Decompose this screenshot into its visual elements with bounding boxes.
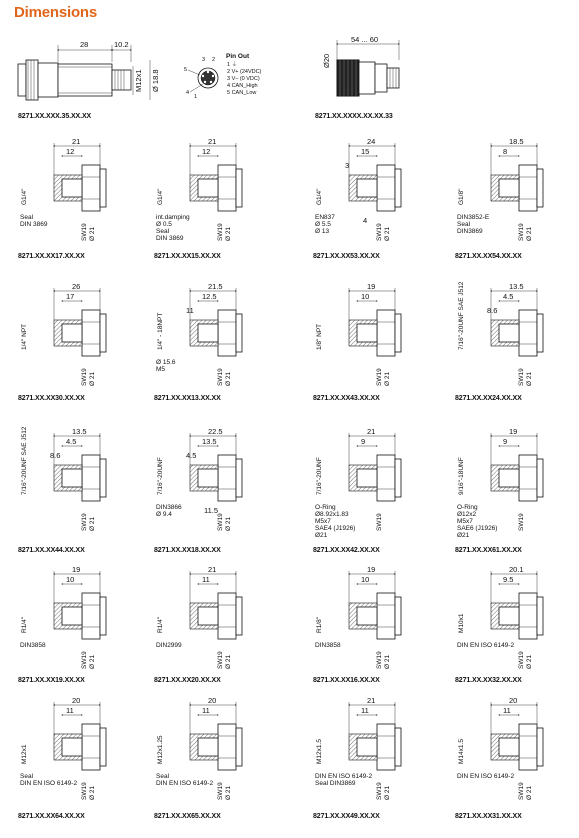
- wrench-size-label: SW19: [518, 513, 525, 531]
- overall-length-dim: 21: [367, 427, 376, 436]
- note-label: O-Ring: [457, 504, 478, 511]
- main-dim-10-2: 10.2: [114, 40, 129, 49]
- variant-code: 8271.XX.XX42.XX.XX: [313, 547, 380, 554]
- note-label: DIN EN ISO 6149-2: [156, 780, 214, 787]
- thread-length-dim: 15: [361, 147, 370, 156]
- variant-code: 8271.XX.XX13.XX.XX: [154, 395, 221, 402]
- thread-label: 7/16"-20UNF: [316, 457, 323, 495]
- overall-length-dim: 13.5: [509, 282, 524, 291]
- wrench-size-label: Ø 21: [89, 371, 96, 386]
- wrench-size-label: Ø 21: [225, 654, 232, 669]
- variant-drawing: [313, 427, 401, 554]
- variant-drawing: [18, 426, 106, 554]
- note-label: DIN 3869: [20, 221, 48, 228]
- variant-drawing: [154, 565, 242, 684]
- thread-length-dim: 11: [66, 706, 74, 715]
- thread-label: 7/16"-20UNF SAE J512: [21, 426, 28, 495]
- note-label: Ø 13: [315, 228, 330, 235]
- wrench-size-label: Ø 21: [384, 785, 391, 800]
- wrench-size-label: SW19: [217, 513, 224, 531]
- note-label: Ø21: [457, 532, 470, 539]
- thread-label: 7/16"-20UNF: [157, 457, 164, 495]
- note-label: Seal: [20, 214, 34, 221]
- note-label: M5: [156, 366, 166, 373]
- pinout-pin-2: 2 V+ (24VDC): [227, 69, 262, 75]
- overall-length-dim: 22.5: [208, 427, 223, 436]
- thread-length-dim: 12.5: [202, 292, 217, 301]
- wrench-size-label: SW19: [217, 223, 224, 241]
- wrench-size-label: SW19: [217, 782, 224, 800]
- variant-code: 8271.XX.XX17.XX.XX: [18, 253, 85, 260]
- thread-label: 1/4" - 18NPT: [157, 312, 164, 350]
- variant-code: 8271.XX.XX54.XX.XX: [455, 253, 522, 260]
- note-label: Seal: [156, 228, 170, 235]
- variant-drawing: [313, 282, 401, 402]
- note-label: DIN EN ISO 6149-2: [457, 642, 515, 649]
- overall-length-dim: 26: [72, 282, 81, 291]
- overall-length-dim: 19: [72, 565, 81, 574]
- thread-label: M12x1.5: [316, 739, 323, 764]
- overall-length-dim: 21: [208, 565, 217, 574]
- main-dia-m12: M12x1: [134, 69, 143, 92]
- wrench-size-label: Ø 21: [384, 226, 391, 241]
- variant-drawing: [18, 565, 106, 684]
- wrench-size-label: SW19: [217, 651, 224, 669]
- main-dim-28: 28: [80, 40, 89, 49]
- extra-dim: 4: [363, 216, 368, 225]
- thread-label: G1/8": [458, 188, 465, 205]
- thread-label: M14x1.5: [458, 739, 465, 764]
- wrench-size-label: SW19: [217, 368, 224, 386]
- cable-dim-dia: Ø20: [322, 53, 331, 68]
- variant-code: 8271.XX.XX43.XX.XX: [313, 395, 380, 402]
- note-label: Seal: [457, 221, 471, 228]
- thread-length-dim: 17: [66, 292, 75, 301]
- pin-number-2: 2: [212, 57, 216, 63]
- thread-length-dim: 9: [503, 437, 508, 446]
- variant-code: 8271.XX.XX65.XX.XX: [154, 813, 221, 820]
- note-label: DIN EN ISO 6149-2: [20, 780, 78, 787]
- note-label: SAE6 (J1926): [457, 525, 498, 532]
- thread-length-dim: 11: [361, 706, 369, 715]
- note-label: Ø 15.6: [156, 359, 176, 366]
- thread-length-dim: 8: [503, 147, 508, 156]
- wrench-size-label: Ø 21: [384, 371, 391, 386]
- pin-number-4: 4: [186, 90, 190, 96]
- note-label: Seal DIN3869: [315, 780, 356, 787]
- wrench-size-label: Ø 21: [225, 785, 232, 800]
- note-label: M5x7: [315, 518, 331, 525]
- note-label: Seal: [156, 773, 170, 780]
- thread-length-dim: 10: [66, 575, 75, 584]
- wrench-size-label: Ø 21: [526, 654, 533, 669]
- note-label: DIN EN ISO 6149-2: [315, 773, 373, 780]
- variant-code: 8271.XX.XX15.XX.XX: [154, 253, 221, 260]
- variant-code: 8271.XX.XX49.XX.XX: [313, 813, 380, 820]
- variant-code: 8271.XX.XX31.XX.XX: [455, 813, 522, 820]
- note-label: Ø 0.5: [156, 221, 172, 228]
- note-label: DIN3869: [457, 228, 483, 235]
- thread-length-dim: 11: [202, 575, 210, 584]
- variant-code: 8271.XX.XX32.XX.XX: [455, 677, 522, 684]
- note-label: Ø 5.5: [315, 221, 331, 228]
- cable-dim-len: 54 ... 60: [351, 35, 379, 44]
- wrench-size-label: SW19: [81, 223, 88, 241]
- thread-label: M10x1: [458, 613, 465, 633]
- wrench-size-label: SW19: [518, 368, 525, 386]
- thread-length-dim: 11: [503, 706, 511, 715]
- note-label: Ø8.92x1.83: [315, 511, 349, 518]
- note-label: EN837: [315, 214, 335, 221]
- wrench-size-label: Ø 21: [225, 226, 232, 241]
- note-label: Ø12x2: [457, 511, 477, 518]
- variant-drawing: [154, 427, 242, 554]
- wrench-size-label: SW19: [81, 782, 88, 800]
- note-label: DIN3852-E: [457, 214, 490, 221]
- wrench-size-label: Ø 21: [89, 785, 96, 800]
- overall-length-dim: 19: [367, 565, 376, 574]
- pin-number-1: 1: [194, 94, 198, 100]
- variant-code: 8271.XX.XX16.XX.XX: [313, 677, 380, 684]
- wrench-size-label: Ø 21: [526, 226, 533, 241]
- variant-code: 8271.XX.XX44.XX.XX: [18, 547, 85, 554]
- extra-dim: 8.6: [487, 306, 498, 315]
- variant-code: 8271.XX.XX64.XX.XX: [18, 813, 85, 820]
- extra-dim: 8.6: [50, 451, 61, 460]
- overall-length-dim: 20: [509, 696, 518, 705]
- thread-label: R1/4": [21, 616, 28, 633]
- thread-length-dim: 12: [202, 147, 211, 156]
- variant-drawing: [455, 427, 543, 554]
- main-dia-18-8: Ø 18.8: [151, 69, 160, 92]
- pin-number-5: 5: [184, 67, 188, 73]
- overall-length-dim: 21: [367, 696, 376, 705]
- note-label: DIN2999: [156, 642, 182, 649]
- variant-code: 8271.XX.XX24.XX.XX: [455, 395, 522, 402]
- variant-code: 8271.XX.XX19.XX.XX: [18, 677, 85, 684]
- variant-drawing: [154, 137, 242, 260]
- thread-label: 9/16"-18UNF: [458, 457, 465, 495]
- main-sensor-drawing: [18, 40, 160, 120]
- wrench-size-label: Ø 21: [384, 654, 391, 669]
- overall-length-dim: 21.5: [208, 282, 223, 291]
- overall-length-dim: 20: [208, 696, 217, 705]
- note-label: Seal: [20, 773, 34, 780]
- variant-drawing: [313, 696, 401, 820]
- overall-length-dim: 18.5: [509, 137, 524, 146]
- variant-drawing: [18, 282, 106, 402]
- wrench-size-label: SW19: [376, 651, 383, 669]
- thread-label: R1/4": [157, 616, 164, 633]
- wrench-size-label: Ø 21: [526, 785, 533, 800]
- variant-code: 8271.XX.XX30.XX.XX: [18, 395, 85, 402]
- wrench-size-label: SW19: [518, 782, 525, 800]
- thread-length-dim: 11: [202, 706, 210, 715]
- extra-dim: 3: [345, 161, 350, 170]
- cable-sensor-drawing: [315, 35, 399, 120]
- extra-dim: 11: [186, 306, 194, 315]
- overall-length-dim: 19: [367, 282, 376, 291]
- variant-drawing: [455, 565, 543, 684]
- wrench-size-label: Ø 21: [225, 371, 232, 386]
- wrench-size-label: Ø 21: [526, 371, 533, 386]
- note-label: DIN3866: [156, 504, 182, 511]
- thread-label: G1/4": [21, 188, 28, 205]
- extra-dim: 11.5: [204, 506, 219, 515]
- variant-code: 8271.XX.XX53.XX.XX: [313, 253, 380, 260]
- thread-label: M12x1.25: [157, 735, 164, 764]
- variant-drawing: [455, 281, 543, 402]
- overall-length-dim: 19: [509, 427, 518, 436]
- thread-length-dim: 13.5: [202, 437, 217, 446]
- wrench-size-label: SW19: [81, 651, 88, 669]
- thread-length-dim: 9.5: [503, 575, 514, 584]
- pinout-pin-3: 3 V– (0 VDC): [227, 76, 260, 82]
- variant-drawing: [154, 282, 242, 402]
- thread-label: G1/4": [316, 188, 323, 205]
- note-label: SAE4 (J1926): [315, 525, 356, 532]
- wrench-size-label: Ø 21: [89, 654, 96, 669]
- main-sensor-code: 8271.XX.XXX.35.XX.XX: [18, 113, 92, 120]
- overall-length-dim: 20: [72, 696, 81, 705]
- variant-code: 8271.XX.XX20.XX.XX: [154, 677, 221, 684]
- variant-drawing: [18, 696, 106, 820]
- thread-length-dim: 10: [361, 575, 370, 584]
- thread-length-dim: 4.5: [503, 292, 514, 301]
- overall-length-dim: 24: [367, 137, 376, 146]
- note-label: DIN EN ISO 6149-2: [457, 773, 515, 780]
- overall-length-dim: 20.1: [509, 565, 524, 574]
- note-label: Ø 9.4: [156, 511, 172, 518]
- note-label: DIN 3869: [156, 235, 184, 242]
- wrench-size-label: SW19: [376, 782, 383, 800]
- overall-length-dim: 21: [208, 137, 217, 146]
- page-title: Dimensions: [14, 4, 98, 21]
- note-label: DIN3858: [315, 642, 341, 649]
- thread-label: R1/8": [316, 616, 323, 633]
- pinout-pin-1: 1 ⏚: [227, 62, 238, 68]
- thread-label: 1/8" NPT: [316, 323, 323, 350]
- wrench-size-label: Ø 21: [225, 516, 232, 531]
- thread-length-dim: 10: [361, 292, 370, 301]
- cable-sensor-code: 8271.XX.XXXX.XX.XX.33: [315, 113, 393, 120]
- variant-drawing: [455, 137, 543, 260]
- thread-label: M12x1: [21, 744, 28, 764]
- variant-drawing: [455, 696, 543, 820]
- note-label: int.damping: [156, 214, 190, 221]
- note-label: DIN3858: [20, 642, 46, 649]
- thread-label: 1/4" NPT: [21, 323, 28, 350]
- wrench-size-label: SW19: [376, 223, 383, 241]
- variant-code: 8271.XX.XX18.XX.XX: [154, 547, 221, 554]
- note-label: O-Ring: [315, 504, 336, 511]
- wrench-size-label: Ø 21: [89, 516, 96, 531]
- wrench-size-label: SW19: [376, 368, 383, 386]
- variant-grid: [18, 137, 543, 820]
- note-label: Ø21: [315, 532, 328, 539]
- wrench-size-label: SW19: [81, 368, 88, 386]
- variant-drawing: [18, 137, 106, 260]
- wrench-size-label: Ø 21: [89, 226, 96, 241]
- variant-drawing: [313, 137, 401, 260]
- wrench-size-label: SW19: [81, 513, 88, 531]
- wrench-size-label: SW19: [518, 223, 525, 241]
- overall-length-dim: 13.5: [72, 427, 87, 436]
- wrench-size-label: SW19: [518, 651, 525, 669]
- thread-length-dim: 9: [361, 437, 366, 446]
- thread-length-dim: 12: [66, 147, 75, 156]
- pin-number-3: 3: [202, 57, 206, 63]
- thread-label: G1/4": [157, 188, 164, 205]
- pinout-diagram: [184, 53, 262, 100]
- note-label: M5x7: [457, 518, 473, 525]
- pinout-pin-4: 4 CAN_High: [227, 83, 258, 89]
- pinout-pin-5: 5 CAN_Low: [227, 90, 257, 96]
- pinout-heading: Pin Out: [226, 53, 250, 60]
- wrench-size-label: SW19: [376, 513, 383, 531]
- variant-drawing: [154, 696, 242, 820]
- overall-length-dim: 21: [72, 137, 81, 146]
- extra-dim: 4.5: [186, 451, 197, 460]
- variant-drawing: [313, 565, 401, 684]
- thread-length-dim: 4.5: [66, 437, 77, 446]
- variant-code: 8271.XX.XX61.XX.XX: [455, 547, 522, 554]
- thread-label: 7/16"-20UNF SAE J512: [458, 281, 465, 350]
